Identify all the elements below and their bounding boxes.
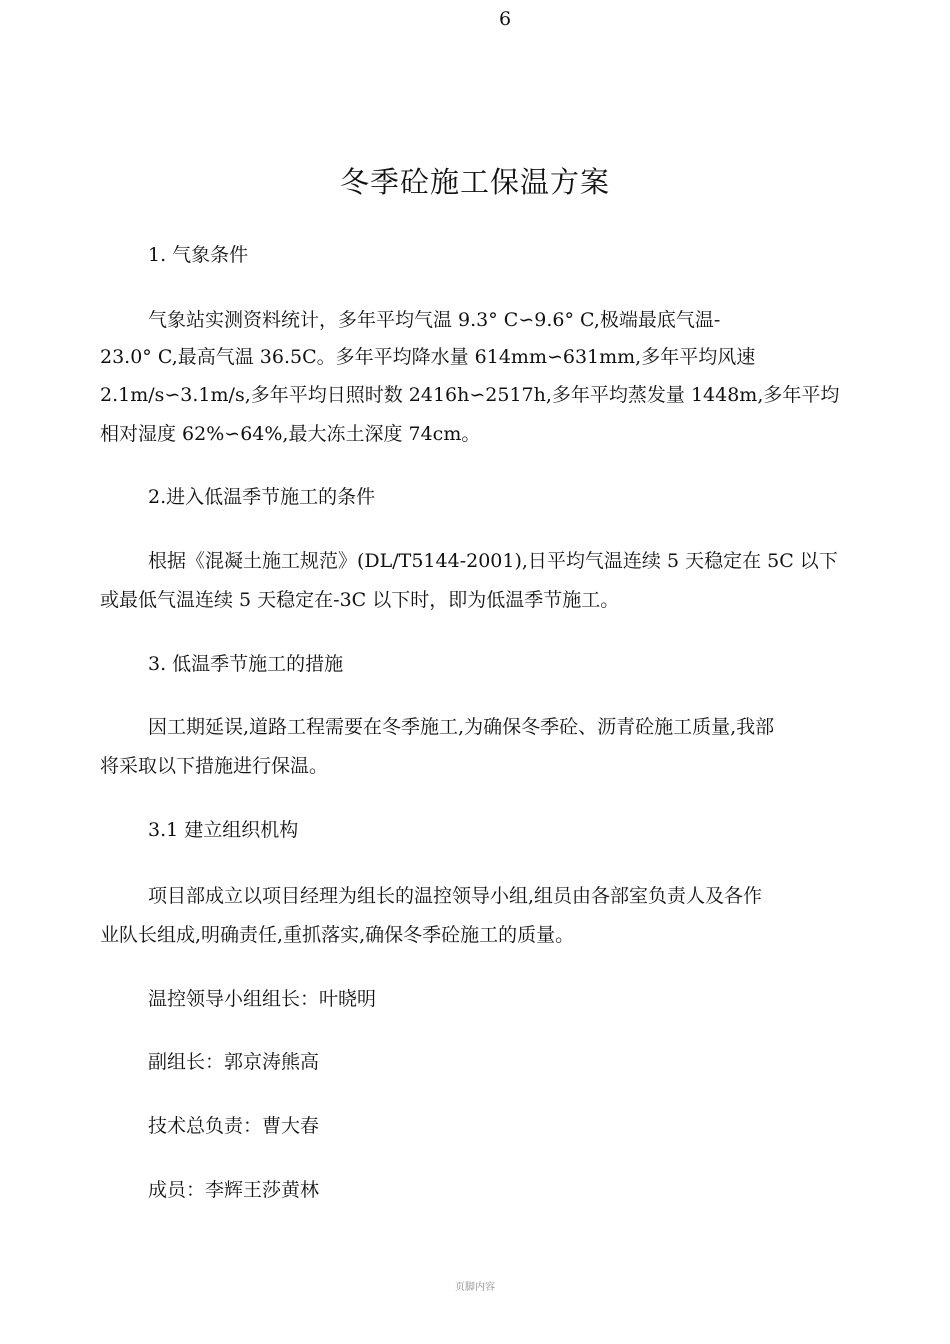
leader-line: 温控领导小组组长：叶晓明: [148, 988, 377, 1010]
section-3-paragraph-line-1: 因工期延误,道路工程需要在冬季施工,为确保冬季砼、沥青砼施工质量,我部: [148, 716, 775, 738]
section-2-paragraph-line-2: 或最低气温连续 5 天稳定在-3C 以下时，即为低温季节施工。: [100, 589, 620, 611]
section-1-heading: 1. 气象条件: [148, 244, 249, 266]
deputy-line: 副组长：郭京涛熊高: [148, 1051, 320, 1073]
document-title: 冬季砼施工保温方案: [339, 165, 610, 199]
section-3-1-paragraph-line-2: 业队长组成,明确责任,重抓落实,确保冬季砼施工的质量。: [100, 924, 575, 946]
section-1-paragraph-line-1: 气象站实测资料统计，多年平均气温 9.3° C∽9.6° C,极端最底气温-: [148, 309, 721, 331]
section-3-1-paragraph-line-1: 项目部成立以项目经理为组长的温控领导小组,组员由各部室负责人及各作: [148, 885, 763, 907]
section-1-paragraph-line-3: 2.1m/s∽3.1m/s,多年平均日照时数 2416h∽2517h,多年平均蒸发量 1448m,多年平均: [100, 384, 840, 406]
page-number: 6: [498, 8, 512, 30]
section-1-paragraph-line-4: 相对湿度 62%∽64%,最大冻土深度 74cm。: [100, 423, 481, 445]
page-footer: 页脚内容: [455, 1282, 495, 1293]
section-3-1-heading: 3.1 建立组织机构: [148, 819, 299, 841]
section-2-heading: 2.进入低温季节施工的条件: [148, 486, 376, 508]
tech-lead-line: 技术总负责：曹大春: [148, 1115, 320, 1137]
section-3-heading: 3. 低温季节施工的措施: [148, 653, 344, 675]
members-line: 成员：李辉王莎黄林: [148, 1179, 320, 1201]
section-2-paragraph-line-1: 根据《混凝土施工规范》(DL/T5144-2001),日平均气温连续 5 天稳定在 5C 以下: [148, 550, 838, 572]
section-3-paragraph-line-2: 将采取以下措施进行保温。: [100, 755, 329, 777]
section-1-paragraph-line-2: 23.0° C,最高气温 36.5C。多年平均降水量 614mm∽631mm,多年平均风速: [100, 346, 756, 368]
